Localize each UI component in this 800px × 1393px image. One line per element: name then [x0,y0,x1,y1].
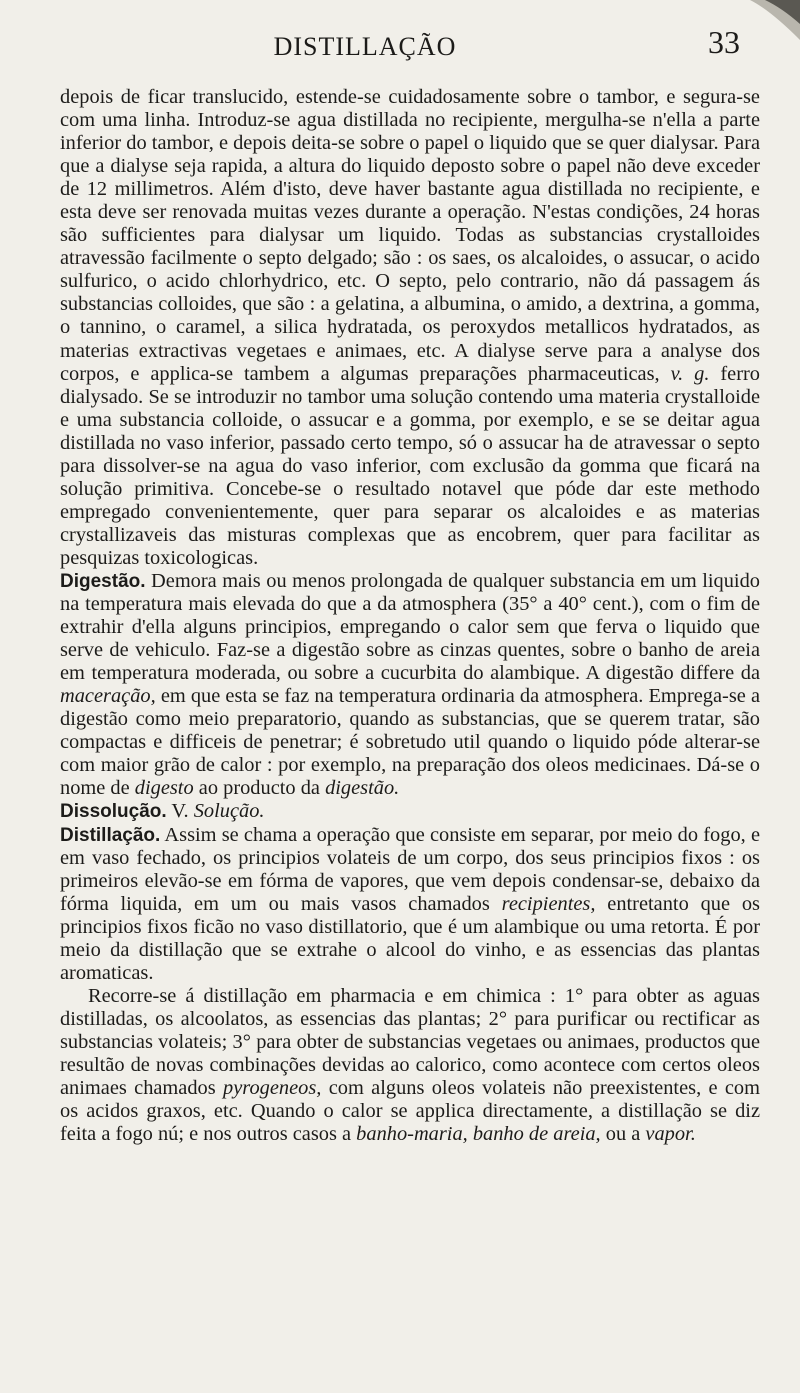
emphasis-vg: v. g. [670,362,710,385]
emphasis-digesto: digesto [134,777,194,800]
cross-reference: Solução. [193,800,265,823]
emphasis-pyrogeneos: pyrogeneos, [223,1077,322,1100]
emphasis-vapor: vapor. [645,1123,696,1146]
paragraph-dialyse-continuation: depois de ficar translucido, estende-se cuidadosamente sobre o tambor, e segura-se com uma linha. Introduz-se agua distillada no recipiente, mergulha-se n'ella a parte inferior do tambor, e depois deita-se sobre o papel o liquido que se quer dialysar. Para que a dialyse seja rapida, a altura do liquido deposto sobre o papel não deve exceder de 12 millimetros. Além d'isto, deve haver bastante agua distillada no recipiente, e esta deve ser renovada muitas vezes durante a operação. N'estas condições, 24 horas são sufficientes para dialysar um liquido. Todas as substancias crystalloides atravessão facilmente o septo delgado; são : os saes, os alcaloides, o assucar, o acido sulfurico, o acido chlorhydrico, etc. O septo, pelo contrario, não dá passagem ás substancias colloides, que são : a gelatina, a albumina, o amido, a dextrina, a gomma, o tannino, o caramel, a silica hydratada, os peroxydos metallicos hydratados, as materias extractivas vegetaes e animaes, etc. A dialyse serve para a analyse dos corpos, e applica-se tambem a algumas preparações pharmaceuticas, v. g. ferro dialysado. Se se introduzir no tambor uma solução contendo uma materia crystalloide e uma substancia colloide, o assucar e a gomma, por exemplo, e se se deitar agua distillada no vaso inferior, passado certo tempo, só o assucar ha de atravessar o septo para dissolver-se na agua do vaso inferior, com exclusão da gomma que ficará na solução primitiva. Concebe-se o resultado notavel que póde dar este methodo empregado convenientemente, quer para separar os alcaloides e as materias crystallizaveis das misturas complexas que as encobrem, quer para facilitar as pesquizas toxicologicas. [60,86,760,569]
page-header [0,14,800,64]
entry-term: Digestão. [60,570,146,592]
emphasis-maceracao: maceração, [60,685,156,708]
running-title: DISTILLAÇÃO [273,32,457,61]
paragraph-distillacao-uses: Recorre-se á distillação em pharmacia e em chimica : 1° para obter as aguas distilladas, os alcoolatos, as essencias das plantas; 2° para purificar ou rectificar as substancias volateis; 3° para obter de substancias vegetaes ou animaes, productos que resultão de novas combinações devidas ao calorico, como acontece com certos oleos animaes chamados pyrogeneos, com alguns oleos volateis não preexistentes, e com os acidos graxos, etc. Quando o calor se applica directamente, a distillação se diz feita a fogo nú; e nos outros casos a banho-maria, banho de areia, ou a vapor. [60,984,760,1146]
emphasis-recipientes: recipientes, [501,892,596,915]
entry-term: Dissolução. [60,801,167,823]
page-corner-curl [730,0,800,45]
body-text [60,86,760,1146]
entry-term: Distillação. [60,824,161,846]
entry-distillacao: Distillação. Assim se chama a operação que consiste em separar, por meio do fogo, e em vaso fechado, os principios volateis de um corpo, dos seus principios fixos : os primeiros elevão-se em fórma de vapores, que vem depois condensar-se, debaixo da fórma liquida, em um ou mais vasos chamados recipientes, entretanto que os principios fixos ficão no vaso distillatorio, que é um alambique ou uma retorta. É por meio da distillação que se extrahe o alcool do vinho, e as essencias das plantas aromaticas. [60,823,760,984]
emphasis-banhos: banho-maria, banho de areia, [356,1123,601,1146]
page-number: 33 [708,24,740,60]
emphasis-digestao: digestão. [325,777,400,800]
entry-dissolucao: Dissolução. V. Solução. [60,800,265,823]
entry-digestao: Digestão. Demora mais ou menos prolongada de qualquer substancia em um liquido na temperatura mais elevada do que a da atmosphera (35° a 40° cent.), com o fim de extrahir d'ella alguns principios, empregando o calor sem que ferva o liquido que serve de vehiculo. Faz-se a digestão sobre as cinzas quentes, sobre o banho de areia em temperatura moderada, ou sobre a cucurbita do alambique. A digestão differe da maceração, em que esta se faz na temperatura ordinaria da atmosphera. Emprega-se a digestão como meio preparatorio, quando as substancias, que se querem tratar, são compactas e difficeis de penetrar; é sobretudo util quando o liquido póde alterar-se com maior grão de calor : por exemplo, na preparação dos oleos medicinaes. Dá-se o nome de digesto ao producto da digestão. [60,569,760,800]
